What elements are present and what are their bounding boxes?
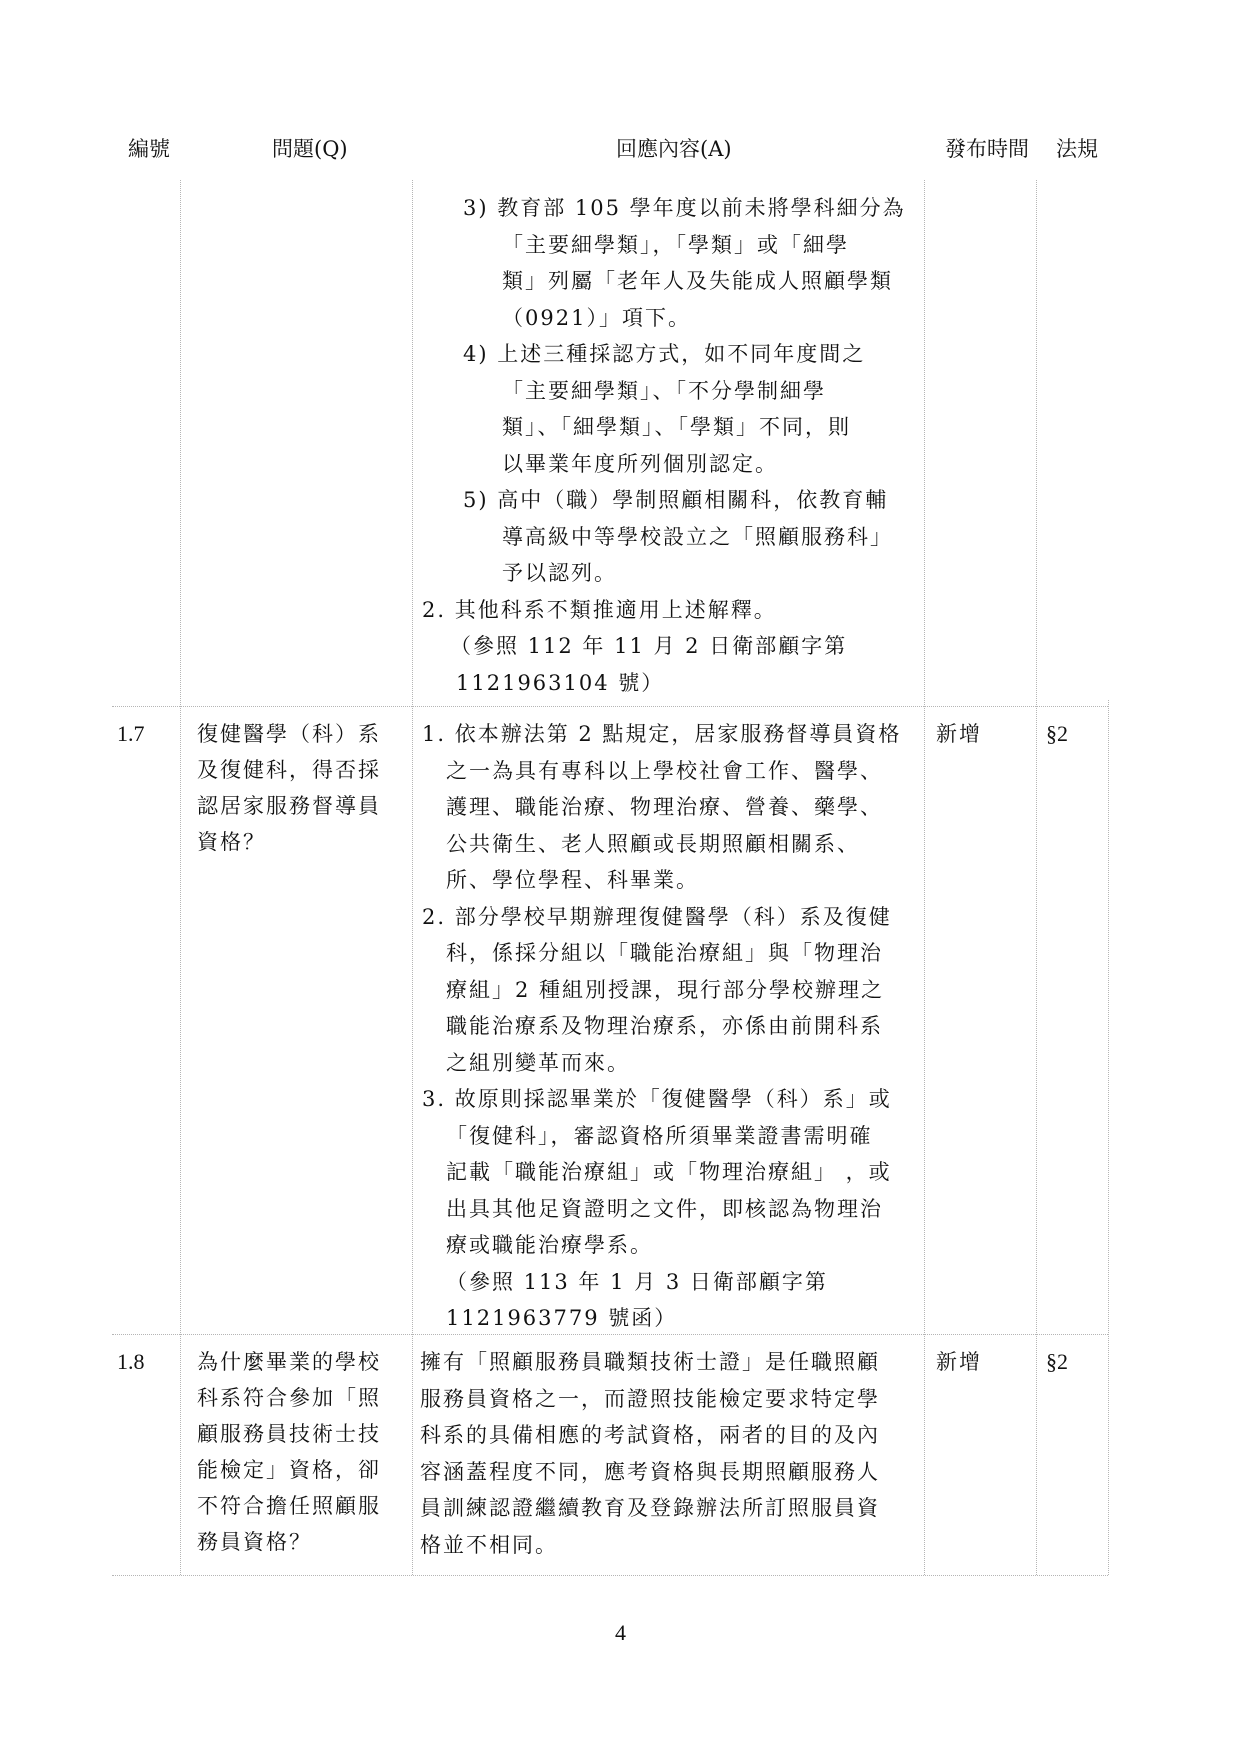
row-regulation: §2 xyxy=(1046,721,1068,746)
row-number: 1.8 xyxy=(117,1349,145,1374)
answer-line: 「復健科」，審認資格所須畢業證書需明確 xyxy=(446,1123,873,1148)
grid-line xyxy=(112,1575,1108,1576)
row-release-date: 新增 xyxy=(936,722,982,746)
answer-line: 4) 上述三種採認方式，如不同年度間之 xyxy=(463,342,866,366)
answer-line: 「主要細學類」，「學類」或「細學 xyxy=(502,232,849,257)
answer-line: 科，係採分組以「職能治療組」與「物理治 xyxy=(446,941,883,965)
row-number: 1.7 xyxy=(117,721,145,746)
answer-line: 員訓練認證繼續教育及登錄辦法所訂照服員資 xyxy=(420,1496,880,1520)
answer-line: 3. 故原則採認畢業於「復健醫學（科）系」或 xyxy=(422,1087,892,1111)
answer-line: 5) 高中（職）學制照顧相關科，依教育輔 xyxy=(463,488,889,512)
header-number: 編號 xyxy=(128,137,170,161)
answer-line: 予以認列。 xyxy=(502,561,617,585)
answer-line: （0921）」項下。 xyxy=(502,305,691,330)
row-regulation: §2 xyxy=(1046,1349,1068,1374)
answer-line: 容涵蓋程度不同，應考資格與長期照顧服務人 xyxy=(420,1459,880,1484)
answer-line: 職能治療系及物理治療系，亦係由前開科系 xyxy=(446,1014,883,1038)
answer-line: 1121963779 號函） xyxy=(446,1306,678,1330)
grid-line xyxy=(1108,700,1109,1575)
grid-line xyxy=(1036,180,1037,1575)
answer-line: 服務員資格之一，而證照技能檢定要求特定學 xyxy=(420,1386,880,1411)
answer-line: 2. 其他科系不類推適用上述解釋。 xyxy=(422,597,777,622)
row-question: 為什麼畢業的學校科系符合參加「照顧服務員技術士技能檢定」資格，卻不符合擔任照顧服務員資格？ xyxy=(197,1350,381,1554)
answer-line: 記載「職能治療組」或「物理治療組」 ，或 xyxy=(446,1160,892,1184)
answer-line: 導高級中等學校設立之「照顧服務科」 xyxy=(502,524,893,549)
header-regulation: 法規 xyxy=(1056,137,1098,161)
answer-line: 2. 部分學校早期辦理復健醫學（科）系及復健 xyxy=(422,904,892,929)
grid-line xyxy=(112,706,1108,707)
header-question: 問題(Q) xyxy=(272,137,348,161)
answer-line: 所、學位學程、科畢業。 xyxy=(446,868,699,892)
answer-line: 之組別變革而來。 xyxy=(446,1050,630,1075)
answer-line: 1. 依本辦法第 2 點規定，居家服務督導員資格 xyxy=(422,722,902,746)
answer-line: 之一為具有專科以上學校社會工作、醫學、 xyxy=(446,758,883,783)
answer-line: 類」、「細學類」、「學類」不同，則 xyxy=(502,415,851,439)
grid-line xyxy=(412,180,413,1575)
answer-line: 療或職能治療學系。 xyxy=(446,1233,653,1257)
answer-line: 以畢業年度所列個別認定。 xyxy=(502,451,778,476)
answer-line: 療組」2 種組別授課，現行部分學校辦理之 xyxy=(446,977,885,1002)
answer-line: 護理、職能治療、物理治療、營養、藥學、 xyxy=(446,795,883,819)
answer-line: 「主要細學類」、「不分學制細學 xyxy=(502,378,826,403)
answer-line: （參照 112 年 11 月 2 日衛部顧字第 xyxy=(450,634,848,658)
answer-line: 類」列屬「老年人及失能成人照顧學類 xyxy=(502,269,893,293)
grid-line xyxy=(180,180,181,1575)
answer-line: 科系的具備相應的考試資格，兩者的目的及內 xyxy=(420,1423,880,1447)
answer-line: 公共衛生、老人照顧或長期照顧相關系、 xyxy=(446,831,860,856)
row-release-date: 新增 xyxy=(936,1350,982,1374)
grid-line xyxy=(924,180,925,1575)
answer-line: 3) 教育部 105 學年度以前未將學科細分為 xyxy=(463,196,906,220)
continued-answer xyxy=(420,190,906,701)
page-number: 4 xyxy=(615,1620,626,1645)
header-release-date: 發布時間 xyxy=(945,137,1029,161)
answer-line: 擁有「照顧服務員職類技術士證」是任職照顧 xyxy=(420,1350,880,1374)
row-answer xyxy=(420,716,901,1337)
row-answer xyxy=(420,1344,880,1563)
answer-line: 格並不相同。 xyxy=(420,1532,558,1557)
header-answer: 回應內容(A) xyxy=(616,137,732,161)
answer-line: 出具其他足資證明之文件，即核認為物理治 xyxy=(446,1196,883,1221)
answer-line: （參照 113 年 1 月 3 日衛部顧字第 xyxy=(446,1269,828,1294)
answer-line: 1121963104 號） xyxy=(456,670,665,695)
row-question: 復健醫學（科）系及復健科，得否採認居家服務督導員資格？ xyxy=(197,722,381,854)
